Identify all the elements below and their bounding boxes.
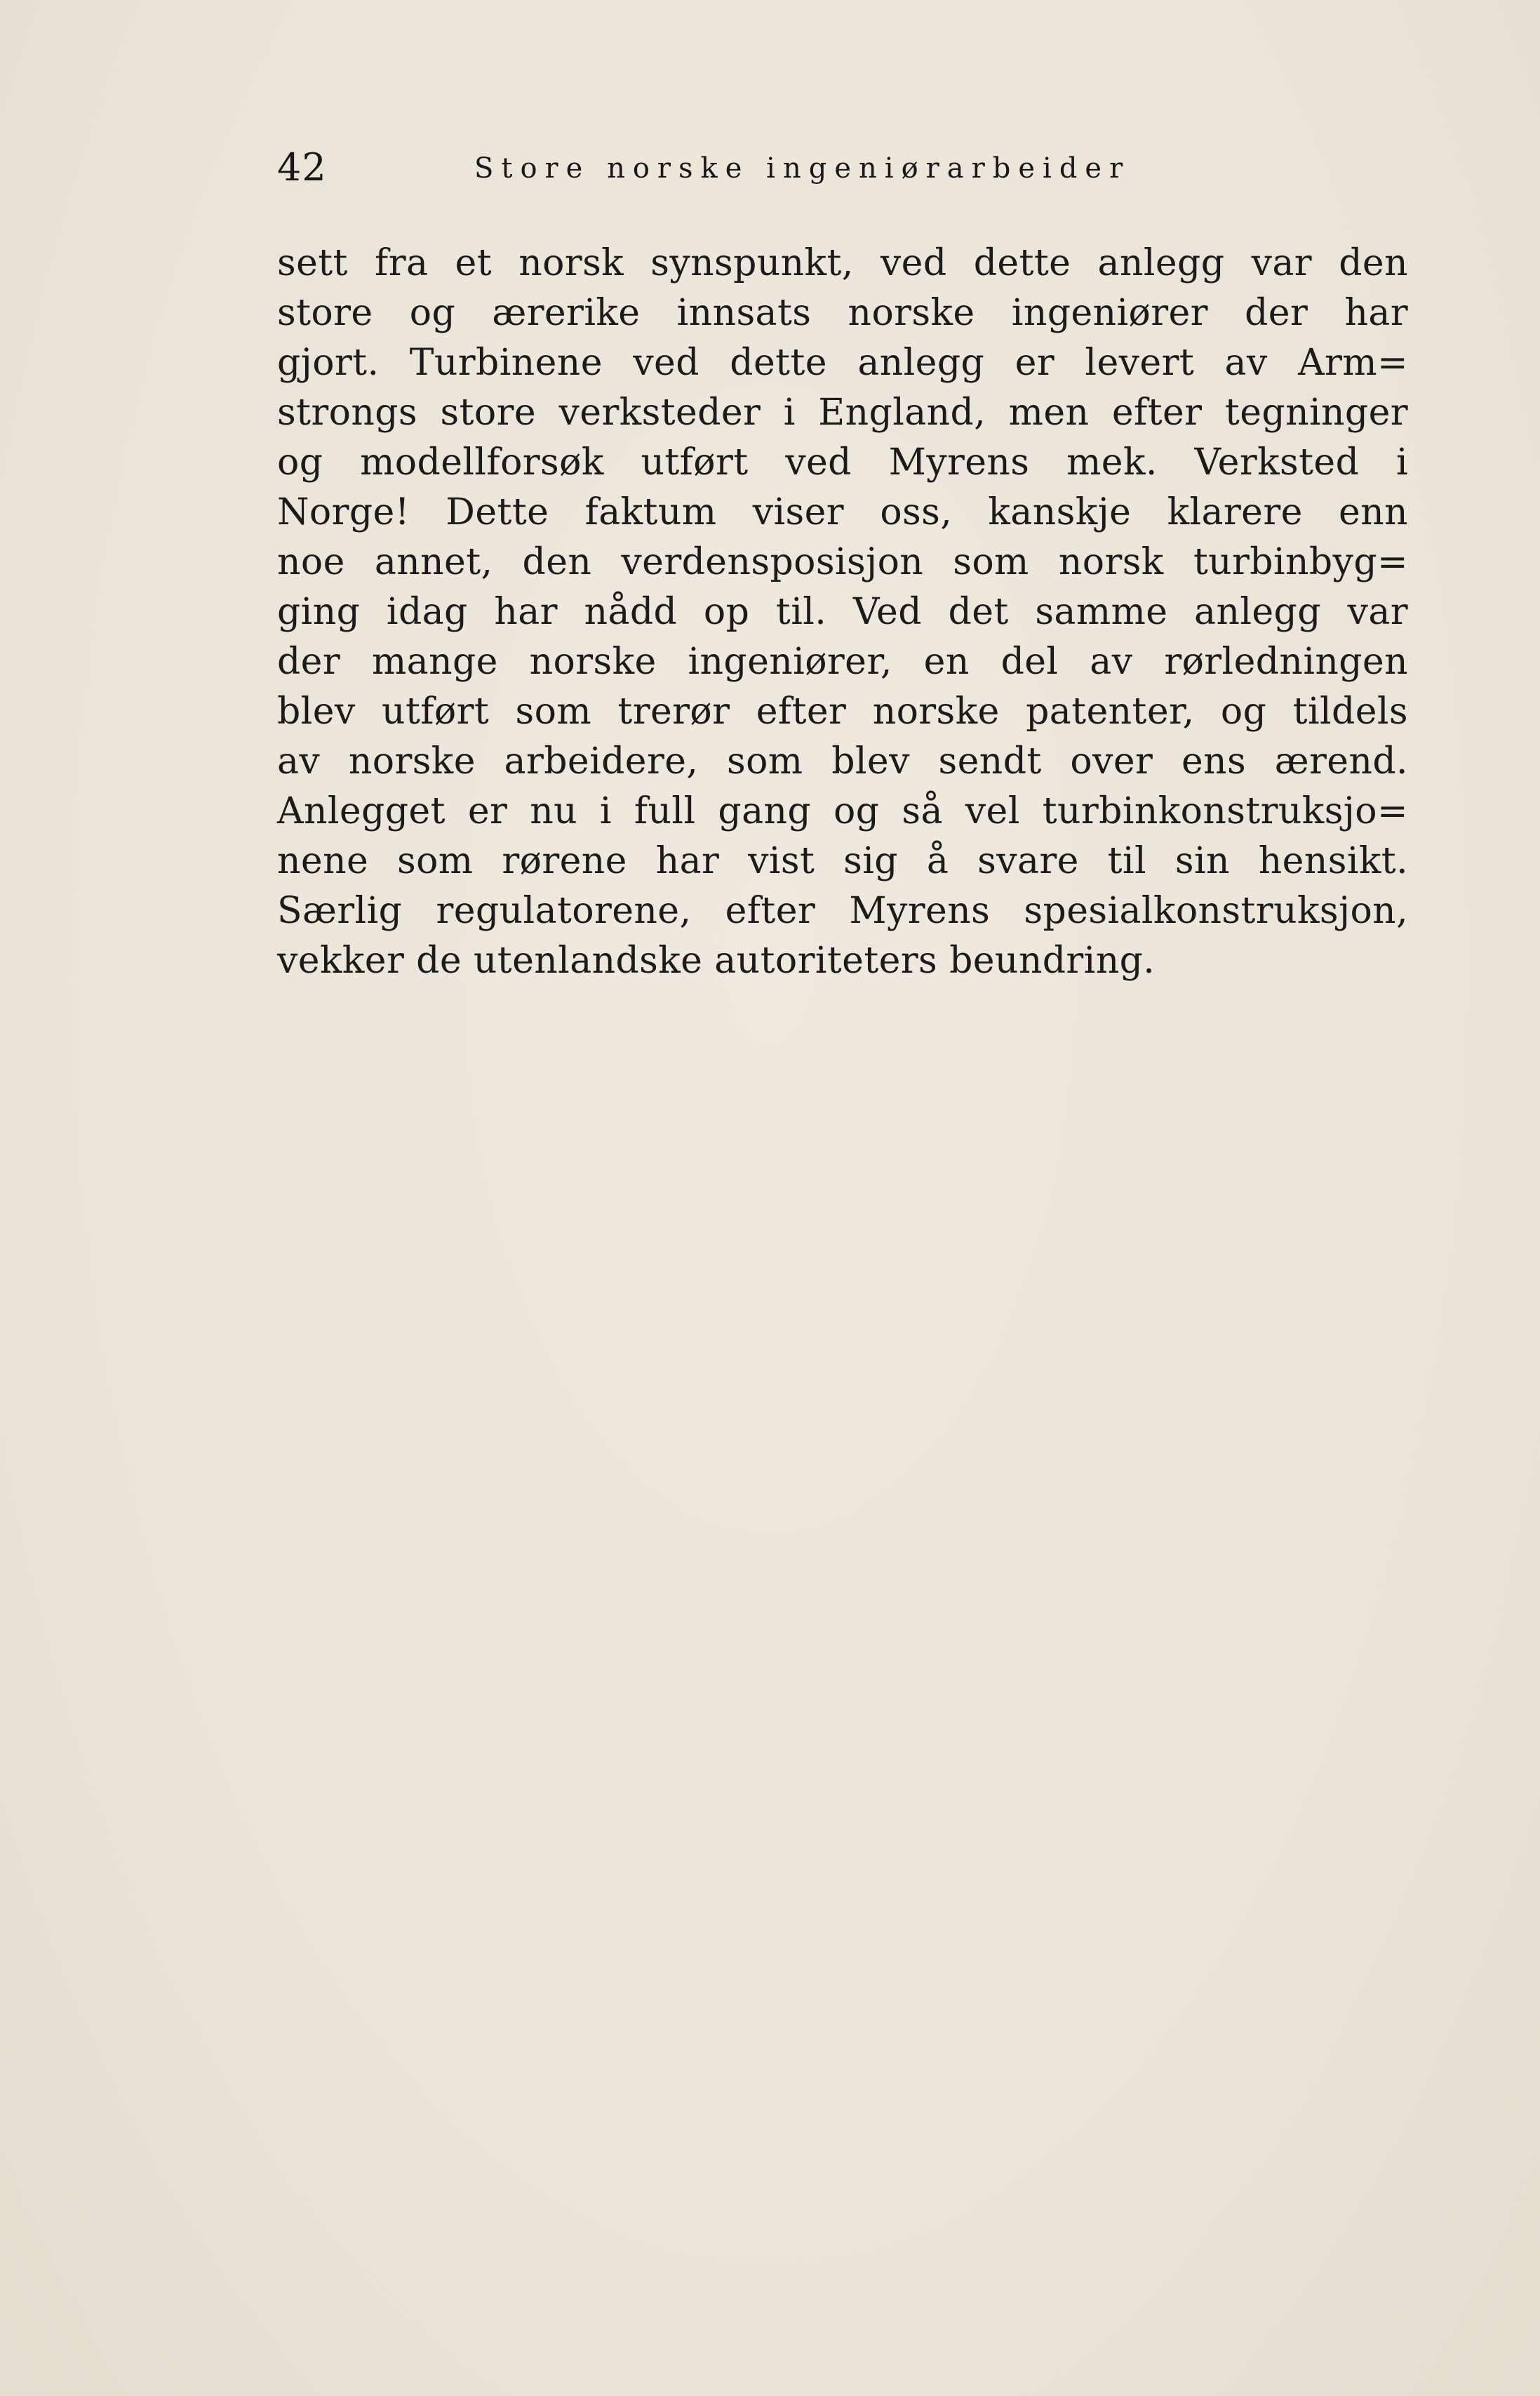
text-line: Anlegget er nu i full gang og så vel turbinkonstruksjo= (277, 790, 1408, 832)
text-line: vekker de utenlandske autoriteters beundring. (277, 940, 1156, 982)
text-line: der mange norske ingeniører, en del av rørledningen (277, 641, 1408, 683)
text-line: noe annet, den verdensposisjon som norsk turbinbyg= (277, 541, 1408, 583)
text-line: og modellforsøk utført ved Myrens mek. Verksted i (277, 441, 1408, 484)
page-number: 42 (277, 145, 327, 189)
text-line: store og ærerike innsats norske ingeniører der har (277, 292, 1408, 334)
text-line: Norge! Dette faktum viser oss, kanskje klarere enn (277, 491, 1408, 533)
body-paragraph (277, 239, 1408, 986)
text-line: blev utført som trerør efter norske patenter, og tildels (277, 691, 1408, 733)
running-title: Store norske ingeniørarbeider (474, 152, 1131, 185)
text-line: gjort. Turbinene ved dette anlegg er levert av Arm= (277, 342, 1408, 384)
text-line: nene som rørene har vist sig å svare til sin hensikt. (277, 840, 1408, 882)
text-line: sett fra et norsk synspunkt, ved dette anlegg var den (277, 242, 1408, 284)
text-line: ging idag har nådd op til. Ved det samme anlegg var (277, 591, 1408, 633)
text-line: av norske arbeidere, som blev sendt over ens ærend. (277, 740, 1408, 783)
text-line: Særlig regulatorene, efter Myrens spesialkonstruksjon, (277, 890, 1408, 932)
text-line: strongs store verksteder i England, men efter tegninger (277, 392, 1408, 434)
